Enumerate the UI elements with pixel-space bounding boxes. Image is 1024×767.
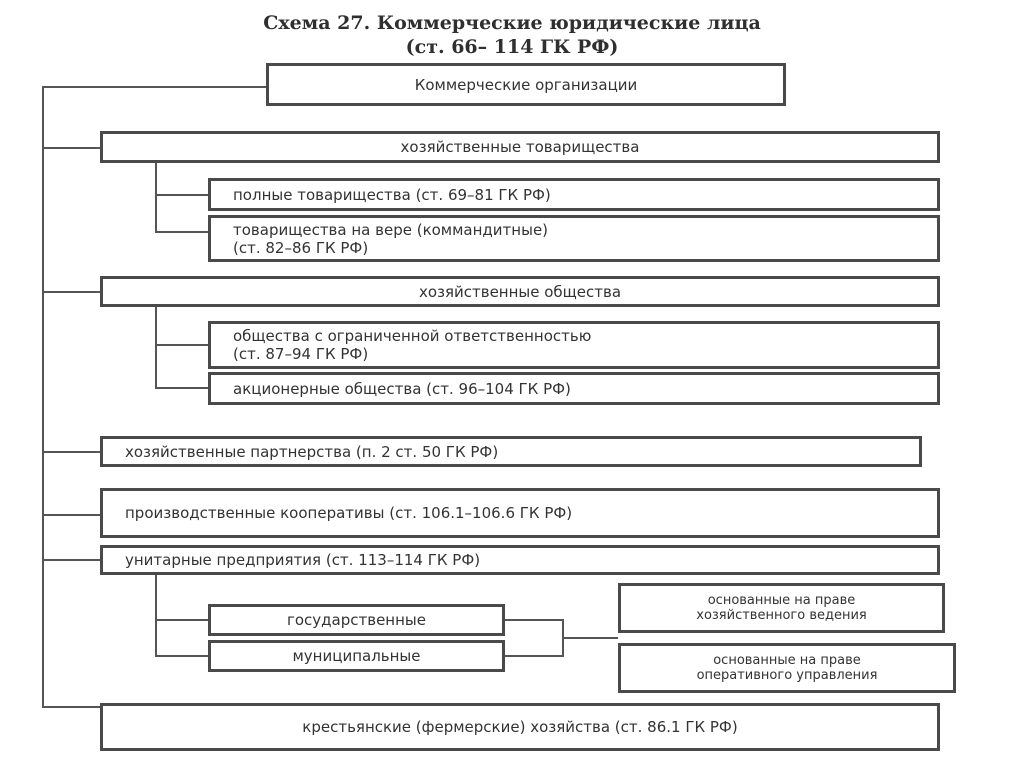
box-business-companies-group	[100, 276, 940, 307]
connector-state-right	[505, 619, 563, 621]
main-spine-line	[42, 86, 44, 708]
box-label: производственные кооперативы (ст. 106.1–106.6 ГК РФ)	[125, 504, 573, 522]
box-production-cooperatives	[100, 488, 940, 538]
box-business-partnerships-group	[100, 131, 940, 163]
connector-llc	[155, 344, 208, 346]
connector-to-management-types	[562, 637, 618, 639]
box-unitary-enterprises	[100, 545, 940, 575]
connector-cooperatives	[42, 514, 100, 516]
connector-companies	[42, 291, 100, 293]
connector-partnerships	[42, 147, 100, 149]
diagram-title-line1: Схема 27. Коммерческие юридические лица	[263, 12, 761, 34]
box-llc	[208, 321, 940, 369]
box-municipal-enterprises	[208, 640, 505, 672]
box-label-line1: основанные на праве	[707, 593, 856, 608]
box-state-enterprises	[208, 604, 505, 636]
box-limited-partnerships	[208, 215, 940, 262]
connector-unitary	[42, 559, 100, 561]
sub-spine-partnerships	[155, 163, 157, 233]
diagram-title-line2: (ст. 66– 114 ГК РФ)	[405, 36, 619, 58]
box-label: хозяйственные товарищества	[400, 138, 640, 156]
box-label-line2: (ст. 87–94 ГК РФ)	[233, 345, 369, 363]
box-label-line1: товарищества на вере (коммандитные)	[233, 220, 549, 239]
box-label-line1: основанные на праве	[713, 653, 861, 668]
box-economic-management-right	[618, 583, 945, 633]
box-label: полные товарищества (ст. 69–81 ГК РФ)	[233, 185, 551, 204]
connector-full-partnerships	[155, 194, 208, 196]
box-label: хозяйственные общества	[418, 282, 622, 301]
box-full-partnerships	[208, 178, 940, 211]
connector-business-partnerships	[42, 451, 100, 453]
box-label: государственные	[286, 611, 426, 629]
box-label-line2: (ст. 82–86 ГК РФ)	[233, 238, 369, 257]
box-label-line2: оперативного управления	[696, 668, 878, 683]
box-label-line2: хозяйственного ведения	[696, 608, 867, 623]
connector-state	[155, 619, 208, 621]
sub-spine-companies	[155, 307, 157, 389]
connector-limited-partnerships	[155, 231, 208, 233]
box-label: унитарные предприятия (ст. 113–114 ГК РФ)	[125, 551, 481, 569]
connector-municipal-right	[505, 655, 563, 657]
connector-municipal	[155, 655, 208, 657]
box-peasant-farms	[100, 703, 940, 751]
box-label: хозяйственные партнерства (п. 2 ст. 50 ГК РФ)	[125, 442, 499, 461]
box-operational-management-right	[618, 643, 956, 693]
box-joint-stock-companies	[208, 372, 940, 405]
box-commercial-organizations	[266, 63, 786, 106]
box-label: акционерные общества (ст. 96–104 ГК РФ)	[233, 379, 571, 398]
sub-spine-unitary	[155, 575, 157, 657]
connector-jsc	[155, 387, 208, 389]
box-label: муниципальные	[292, 647, 421, 665]
box-label: крестьянские (фермерские) хозяйства (ст. 86.1 ГК РФ)	[302, 718, 738, 736]
box-label-line1: общества с ограниченной ответственностью	[233, 327, 592, 345]
box-label: Коммерческие организации	[414, 75, 638, 94]
connector-farms	[42, 706, 100, 708]
box-economic-partnerships	[100, 436, 922, 467]
connector-root	[42, 86, 267, 88]
